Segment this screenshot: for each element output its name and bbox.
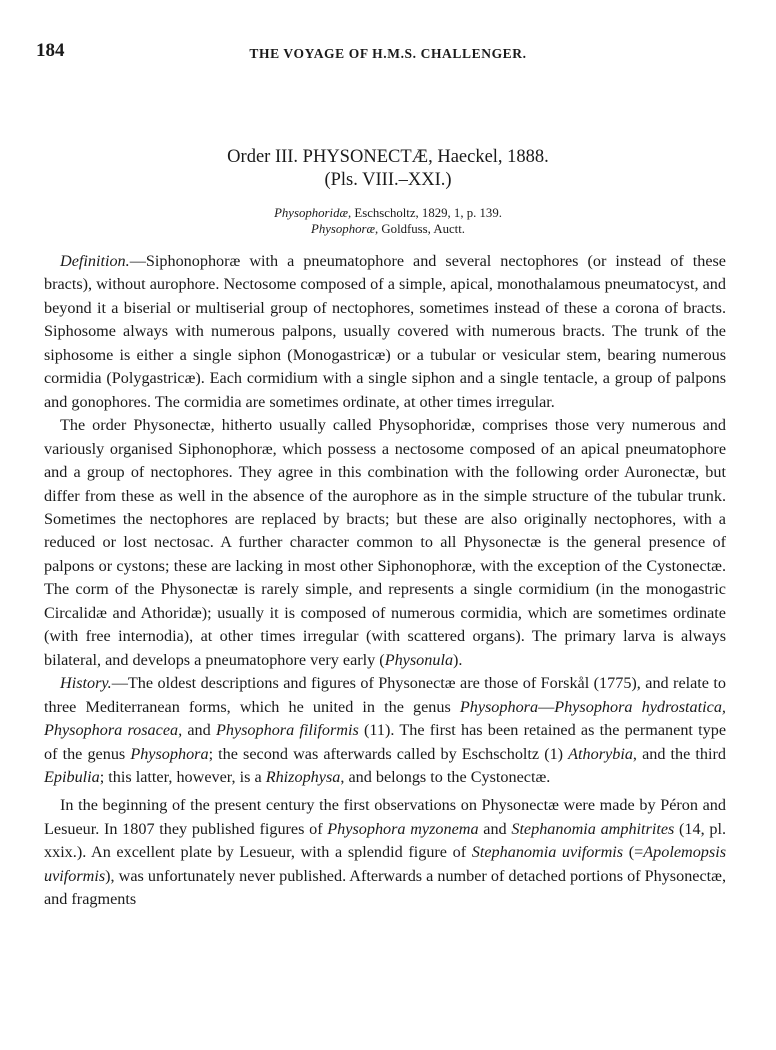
synonym-line-2 (0, 221, 776, 237)
synonymy (0, 205, 776, 237)
body-text (44, 250, 726, 912)
definition-paragraph: Definition.—Siphonophoræ with a pneumatophore and several nectophores (or instead of these bracts), without aurophore. Nectosome composed of a simple, apical, monothalamous pneumatocyst, and beyond it a biserial or multiserial group of nectophores, sometimes instead of these a corona of bracts. Siphosome always with numerous palpons, usually covered with numerous bracts. The trunk of the siphosome is either a single siphon (Monogastricæ) or a tubular or vesicular stem, bearing numerous cormidia (Polygastricæ). Each cormidium with a single siphon and a single tentacle, a group of palpons and gonophores. The cormidia are sometimes ordinate, at other times irregular. (44, 252, 726, 411)
order-description-paragraph: The order Physonectæ, hitherto usually called Physophoridæ, comprises those very numerous and variously organised Siphonophoræ, which possess a nectosome composed of an apical pneumatophore and a group of nectophores. They agree in this combination with the following order Auronectæ, but differ from these as well in the absence of the aurophore as in the simple structure of the tubular trunk. Sometimes the nectophores are replaced by bracts; but these are also originally nectophores, with a reduced or lost nectosac. A further character common to all Physonectæ is the general presence of palpons or cystons; these are lacking in most other Siphonophoræ, with the exception of the Cystonectæ. The corm of the Physonectæ is rarely simple, and represents a single cormidium (in the monogastric Circalidæ and Athoridæ); usually it is composed of numerous cormidia, which are sometimes ordinate (with free internodia), at other times irregular (with scattered organs). The primary larva is always bilateral, and develops a pneumatophore very early (Physonula). (44, 416, 726, 669)
history-label: History. (60, 674, 112, 693)
definition-label: Definition. (60, 252, 130, 270)
synonym-citation-2: , Goldfuss, Auctt. (375, 222, 465, 236)
page-header (36, 40, 740, 70)
order-heading (0, 146, 776, 192)
synonym-name-1: Physophoridæ (274, 206, 349, 220)
order-title: Order III. PHYSONECTÆ, Haeckel, 1888. (227, 147, 549, 167)
synonym-citation-1: , Eschscholtz, 1829, 1, p. 139. (348, 206, 502, 220)
synonym-name-2: Physophoræ (311, 222, 376, 236)
history-paragraph: History.—The oldest descriptions and figures of Physonectæ are those of Forskål (1775), and relate to three Mediterranean forms, which he united in the genus Physophora—Physophora hydrostatica, Physophora rosacea, and Physophora filiformis (11). The first has been retained as the permanent type of the genus Physophora; the second was afterwards called by Eschscholtz (1) Athorybia, and the third Epibulia; this latter, however, is a Rhizophysa, and belongs to the Cystonectæ. (44, 674, 727, 786)
early-observations-paragraph: In the beginning of the present century the first observations on Physonectæ were made by Péron and Lesueur. In 1807 they published figures of Physophora myzonema and Stephanomia amphitrites (14, pl. xxix.). An excellent plate by Lesueur, with a splendid figure of Stephanomia uviformis (=Apolemopsis uviformis), was unfortunately never published. Afterwards a number of detached portions of Physonectæ, and fragments (44, 796, 726, 909)
plates-reference: (Pls. VIII.–XXI.) (324, 170, 452, 190)
page-number: 184 (36, 40, 65, 61)
running-title: THE VOYAGE OF H.M.S. CHALLENGER. (249, 46, 527, 61)
synonym-line-1 (0, 205, 776, 221)
